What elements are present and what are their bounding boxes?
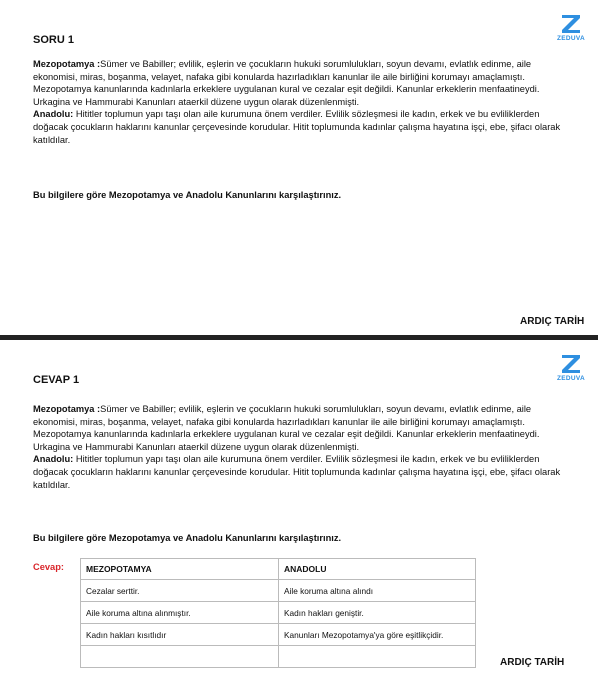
table-cell: Kadın hakları geniştir. [279, 602, 476, 624]
table-cell: Cezalar serttir. [81, 580, 279, 602]
table-cell: Aile koruma altına alınmıştır. [81, 602, 279, 624]
zeduva-logo-text: ZEDUVA [556, 375, 586, 382]
table-cell: Kadın hakları kısıtlıdır [81, 624, 279, 646]
table-row [81, 602, 476, 624]
author-signature: ARDIÇ TARİH [500, 657, 565, 668]
paragraph-text: Mezopotamya kanunlarında kadınlarla erkeklere uygulanan kural ve cezalar eşit değildi. Kanunlar erkeklerin menfaatineydi. Urkagina ve Hammurabi Kanunları ataerkil düzene uygun olarak düzenlenmişti. [33, 429, 540, 452]
zeduva-logo [551, 354, 591, 388]
zeduva-logo [551, 14, 591, 48]
header-mezopotamya: MEZOPOTAMYA [81, 559, 279, 580]
term-mezopotamya: Mezopotamya : [33, 404, 101, 414]
paragraph-mezopotamya-2 [33, 428, 563, 453]
question-body [33, 58, 563, 146]
paragraph-mezopotamya-1 [33, 403, 563, 428]
paragraph-mezopotamya-2 [33, 83, 563, 108]
question-section [0, 0, 598, 336]
cevap-label: Cevap: [33, 562, 65, 572]
zeduva-logo-icon [560, 354, 582, 374]
table-row [81, 624, 476, 646]
term-mezopotamya: Mezopotamya : [33, 59, 101, 69]
table-cell: Aile koruma altına alındı [279, 580, 476, 602]
paragraph-anadolu [33, 453, 563, 491]
table-cell [81, 646, 279, 668]
answer-section [0, 340, 598, 676]
comparison-table [80, 558, 476, 668]
answer-body [33, 403, 563, 491]
table-cell [279, 646, 476, 668]
table-row [81, 580, 476, 602]
paragraph-text: Hititler toplumun yapı taşı olan aile kurumuna önem verdiler. Evlilik sözleşmesi ile kadın, erkek ve bu evliliklerden doğacak çocukların haklarını kanunlar çerçevesinde korudular. Hitit toplumunda kadınlar çalışma hayatına işçi, ebe, şifacı olarak katıldılar. [33, 454, 561, 490]
paragraph-text: Sümer ve Babiller; evlilik, eşlerin ve çocukların hukuki sorumlulukları, soyun devamı, evlatlık edinme, aile ekonomisi, miras, boşanma, velayet, nafaka gibi konularda hazırladıkları kanunlar ile aile birliğini korumayı amaçlamıştı. [33, 59, 532, 82]
question-prompt: Bu bilgilere göre Mezopotamya ve Anadolu Kanunlarını karşılaştırınız. [33, 533, 342, 543]
term-anadolu: Anadolu: [33, 454, 74, 465]
header-anadolu: ANADOLU [279, 559, 476, 580]
paragraph-mezopotamya-1 [33, 58, 563, 83]
question-heading: SORU 1 [33, 34, 74, 46]
question-prompt: Bu bilgilere göre Mezopotamya ve Anadolu Kanunlarını karşılaştırınız. [33, 190, 342, 200]
paragraph-anadolu [33, 108, 563, 146]
paragraph-text: Sümer ve Babiller; evlilik, eşlerin ve çocukların hukuki sorumlulukları, soyun devamı, evlatlık edinme, aile ekonomisi, miras, boşanma, velayet, nafaka gibi konularda hazırladıkları kanunlar ile aile birliğini korumayı amaçlamıştı. [33, 404, 532, 427]
zeduva-logo-icon [560, 14, 582, 34]
table-row [81, 646, 476, 668]
paragraph-text: Mezopotamya kanunlarında kadınlarla erkeklere uygulanan kural ve cezalar eşit değildi. Kanunlar erkeklerin menfaatineydi. Urkagina ve Hammurabi Kanunları ataerkil düzene uygun olarak düzenlenmişti. [33, 84, 540, 107]
zeduva-logo-text: ZEDUVA [556, 35, 586, 42]
answer-heading: CEVAP 1 [33, 374, 80, 386]
table-header-row [81, 559, 476, 580]
paragraph-text: Hititler toplumun yapı taşı olan aile kurumuna önem verdiler. Evlilik sözleşmesi ile kadın, erkek ve bu evliliklerden doğacak çocukların haklarını kanunlar çerçevesinde korudular. Hitit toplumunda kadınlar çalışma hayatına işçi, ebe, şifacı olarak katıldılar. [33, 109, 561, 145]
term-anadolu: Anadolu: [33, 109, 74, 120]
author-signature: ARDIÇ TARİH [520, 316, 585, 327]
table-cell: Kanunları Mezopotamya'ya göre eşitlikçidir. [279, 624, 476, 646]
